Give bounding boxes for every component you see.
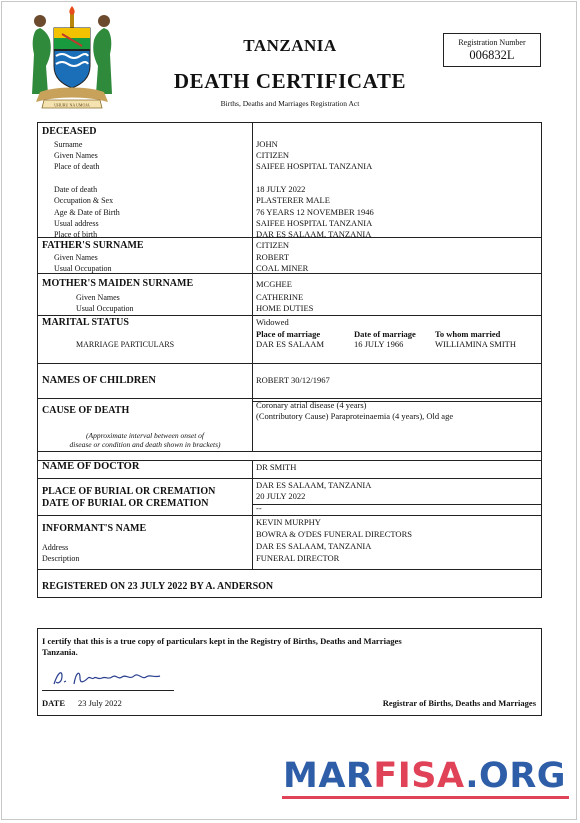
father-label: Usual Occupation bbox=[54, 264, 112, 273]
burial-date-heading: DATE OF BURIAL OR CREMATION bbox=[42, 498, 209, 509]
deceased-label: Place of birth bbox=[54, 230, 98, 239]
particulars-table bbox=[37, 122, 542, 598]
mother-label: Usual Occupation bbox=[76, 304, 134, 313]
deceased-value: CITIZEN bbox=[256, 150, 290, 160]
certification-date-value: 23 July 2022 bbox=[78, 698, 122, 708]
row-divider bbox=[38, 398, 541, 399]
deceased-value: PLASTERER MALE bbox=[256, 195, 330, 205]
registrar-title: Registrar of Births, Deaths and Marriages bbox=[382, 698, 536, 708]
marriage-spouse-value: WILLIAMINA SMITH bbox=[435, 339, 516, 349]
registrar-signature bbox=[50, 666, 170, 690]
deceased-heading: DECEASED bbox=[42, 126, 97, 137]
logo-part: MAR bbox=[283, 756, 374, 796]
marriage-place-header: Place of marriage bbox=[256, 329, 321, 339]
cause-note-line2: disease or condition and death shown in brackets) bbox=[69, 440, 221, 449]
row-divider bbox=[38, 363, 541, 364]
row-divider bbox=[38, 478, 541, 479]
deceased-label: Given Names bbox=[54, 151, 98, 160]
marfisa-watermark-logo bbox=[283, 756, 566, 796]
deceased-value: 18 JULY 2022 bbox=[256, 184, 306, 194]
deceased-label: Place of death bbox=[54, 162, 100, 171]
father-label: Given Names bbox=[54, 253, 98, 262]
logo-part: .ORG bbox=[465, 756, 566, 796]
informant-address-line1: BOWRA & O'DES FUNERAL DIRECTORS bbox=[256, 529, 412, 539]
mother-heading: MOTHER'S MAIDEN SURNAME bbox=[42, 278, 194, 289]
coat-of-arms-emblem bbox=[26, 6, 118, 110]
cause-note-line1: (Approximate interval between onset of bbox=[85, 431, 205, 440]
cause-heading: CAUSE OF DEATH bbox=[42, 405, 130, 416]
marital-status-value: Widowed bbox=[256, 317, 289, 327]
deceased-value: 76 YEARS 12 NOVEMBER 1946 bbox=[256, 207, 374, 217]
logo-underline bbox=[282, 796, 569, 799]
certification-date-label: DATE bbox=[42, 698, 65, 708]
burial-extra-value: -- bbox=[256, 503, 262, 513]
cause-contributory: (Contributory Cause) Paraproteinaemia (4 years), Old age bbox=[256, 411, 454, 421]
row-divider bbox=[38, 515, 541, 516]
mother-value: MCGHEE bbox=[256, 279, 292, 289]
deceased-value: SAIFEE HOSPITAL TANZANIA bbox=[256, 161, 373, 171]
row-divider-short bbox=[252, 504, 541, 505]
deceased-label: Surname bbox=[54, 140, 83, 149]
doctor-value: DR SMITH bbox=[256, 462, 297, 472]
marriage-particulars-label: MARRIAGE PARTICULARS bbox=[76, 340, 175, 349]
marriage-spouse-header: To whom married bbox=[435, 329, 501, 339]
informant-description-label: Description bbox=[42, 554, 80, 563]
deceased-value: DAR ES SALAAM, TANZANIA bbox=[256, 229, 372, 239]
row-divider bbox=[38, 315, 541, 316]
deceased-label: Occupation & Sex bbox=[54, 196, 114, 205]
children-heading: NAMES OF CHILDREN bbox=[42, 375, 156, 386]
informant-heading: INFORMANT'S NAME bbox=[42, 523, 147, 534]
father-value: COAL MINER bbox=[256, 263, 309, 273]
certificate-title: DEATH CERTIFICATE bbox=[173, 69, 407, 93]
informant-description-value: FUNERAL DIRECTOR bbox=[256, 553, 340, 563]
country-heading: TANZANIA bbox=[243, 36, 337, 55]
marriage-date-header: Date of marriage bbox=[354, 329, 416, 339]
burial-date-value: 20 JULY 2022 bbox=[256, 491, 306, 501]
row-divider bbox=[38, 451, 541, 452]
certification-statement-cont: Tanzania. bbox=[42, 647, 78, 657]
marriage-date-value: 16 JULY 1966 bbox=[354, 339, 404, 349]
act-subtitle: Births, Deaths and Marriages Registration Act bbox=[220, 99, 360, 108]
mother-value: HOME DUTIES bbox=[256, 303, 314, 313]
marital-heading: MARITAL STATUS bbox=[42, 317, 129, 328]
registration-number-label: Registration Number bbox=[458, 38, 526, 47]
children-value: ROBERT 30/12/1967 bbox=[256, 375, 330, 385]
father-heading: FATHER'S SURNAME bbox=[42, 240, 144, 251]
certification-statement: I certify that this is a true copy of particulars kept in the Registry of Births, Deaths and Marriages bbox=[42, 636, 402, 646]
mother-label: Given Names bbox=[76, 293, 120, 302]
mother-value: CATHERINE bbox=[256, 292, 304, 302]
burial-place-heading: PLACE OF BURIAL OR CREMATION bbox=[42, 486, 216, 497]
row-divider bbox=[38, 569, 541, 570]
marriage-place-value: DAR ES SALAAM bbox=[256, 339, 325, 349]
registration-number-box bbox=[443, 33, 541, 67]
signature-line bbox=[42, 690, 174, 691]
informant-address-label: Address bbox=[42, 543, 69, 552]
deceased-label: Usual address bbox=[54, 219, 99, 228]
svg-text:UHURU NA UMOJA: UHURU NA UMOJA bbox=[54, 102, 90, 108]
deceased-label: Age & Date of Birth bbox=[54, 208, 120, 217]
father-value: CITIZEN bbox=[256, 240, 290, 250]
informant-address-line2: DAR ES SALAAM, TANZANIA bbox=[256, 541, 372, 551]
logo-part: FISA bbox=[373, 756, 466, 796]
cause-primary: Coronary atrial disease (4 years) bbox=[256, 400, 367, 410]
father-value: ROBERT bbox=[256, 252, 290, 262]
registration-number-value: 006832L bbox=[469, 48, 515, 62]
registered-statement: REGISTERED ON 23 JULY 2022 BY A. ANDERSON bbox=[42, 581, 274, 592]
deceased-value: SAIFEE HOSPITAL TANZANIA bbox=[256, 218, 373, 228]
certification-box bbox=[37, 628, 542, 716]
deceased-label: Date of death bbox=[54, 185, 98, 194]
informant-name-value: KEVIN MURPHY bbox=[256, 517, 321, 527]
deceased-value: JOHN bbox=[256, 139, 278, 149]
burial-place-value: DAR ES SALAAM, TANZANIA bbox=[256, 480, 372, 490]
doctor-heading: NAME OF DOCTOR bbox=[42, 461, 140, 472]
